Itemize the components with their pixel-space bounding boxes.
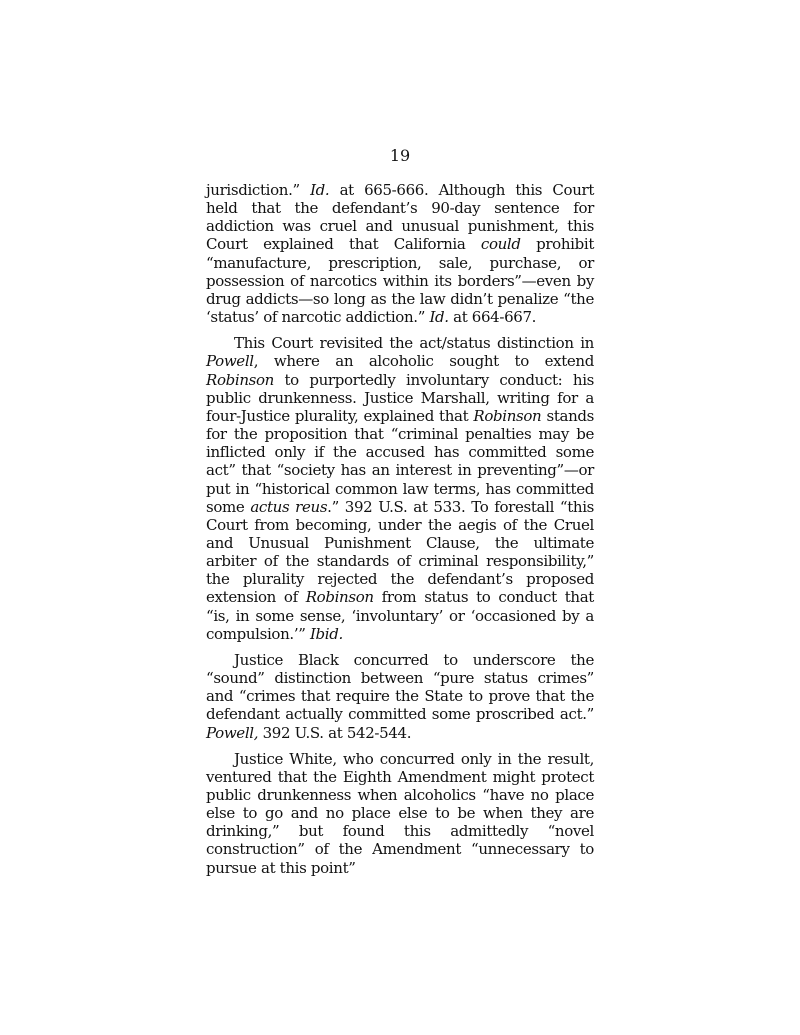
text-run: from status to conduct that “is, in some sense, ‘involuntary’ or ‘occasioned by a compulsion.’” bbox=[206, 588, 594, 643]
text-run: This Court revisited the act/status distinction in bbox=[234, 334, 594, 353]
italic-text: Robinson bbox=[206, 370, 274, 389]
text-run: jurisdiction.” bbox=[206, 181, 311, 199]
text-run: at 665-666. Although this Court held that the defendant’s 90-day sentence for addiction was cruel and unusual punishment, this Court explained that California bbox=[206, 181, 594, 254]
text-run: at 664-667. bbox=[448, 308, 537, 327]
paragraph bbox=[206, 750, 594, 877]
italic-text: Id. bbox=[429, 308, 449, 327]
text-run: stands for the proposition that “criminal penalties may be inflicted only if the accused has committed some act” that “society has an interest in preventing”—or put in “historical common law terms, has committed some bbox=[206, 406, 594, 516]
text-run: .” 392 U.S. at 533. To forestall “this Court from becoming, under the aegis of the Cruel and Unusual Punishment Clause, the ultimate arbiter of the standards of criminal responsibility,” the plurality rejected the defendant’s proposed extension of bbox=[206, 497, 595, 607]
italic-text: Powell bbox=[206, 352, 254, 371]
italic-text: Robinson bbox=[473, 406, 542, 425]
paragraph bbox=[206, 334, 594, 643]
text-run: 392 U.S. at 542-544. bbox=[258, 723, 412, 742]
italic-text: Powell, bbox=[206, 723, 259, 742]
body-text bbox=[206, 181, 594, 885]
text-run: to purportedly involuntary conduct: his public drunkenness. Justice Marshall, writing for a four-Justice plurality, explained that bbox=[206, 370, 594, 425]
page-number: 19 bbox=[389, 146, 411, 165]
paragraph bbox=[206, 651, 594, 742]
text-run: , where an alcoholic sought to extend bbox=[253, 352, 594, 371]
text-run: Justice White, who concurred only in the result, ventured that the Eighth Amendment might protect public drunkenness when alcoholics “have no place else to go and no place else to be when they are drinking,” but found this admittedly “novel construction” of the Amendment “unnecessary to pursue at this point” bbox=[206, 749, 594, 877]
italic-text: Ibid. bbox=[309, 624, 343, 643]
italic-text: Id. bbox=[310, 181, 330, 199]
italic-text: could bbox=[480, 235, 521, 254]
italic-text: actus reus bbox=[250, 497, 328, 516]
paragraph bbox=[206, 181, 594, 326]
text-run: prohibit “manufacture, prescription, sale, purchase, or possession of narcotics within its borders”—even by drug addicts—so long as the law didn’t penalize “the ‘status’ of narcotic addiction.” bbox=[206, 235, 594, 327]
text-run: Justice Black concurred to underscore the “sound” distinction between “pure status crimes” and “crimes that require the State to prove that the defendant actually committed some proscribed act.” bbox=[206, 650, 594, 724]
italic-text: Robinson bbox=[305, 588, 374, 607]
